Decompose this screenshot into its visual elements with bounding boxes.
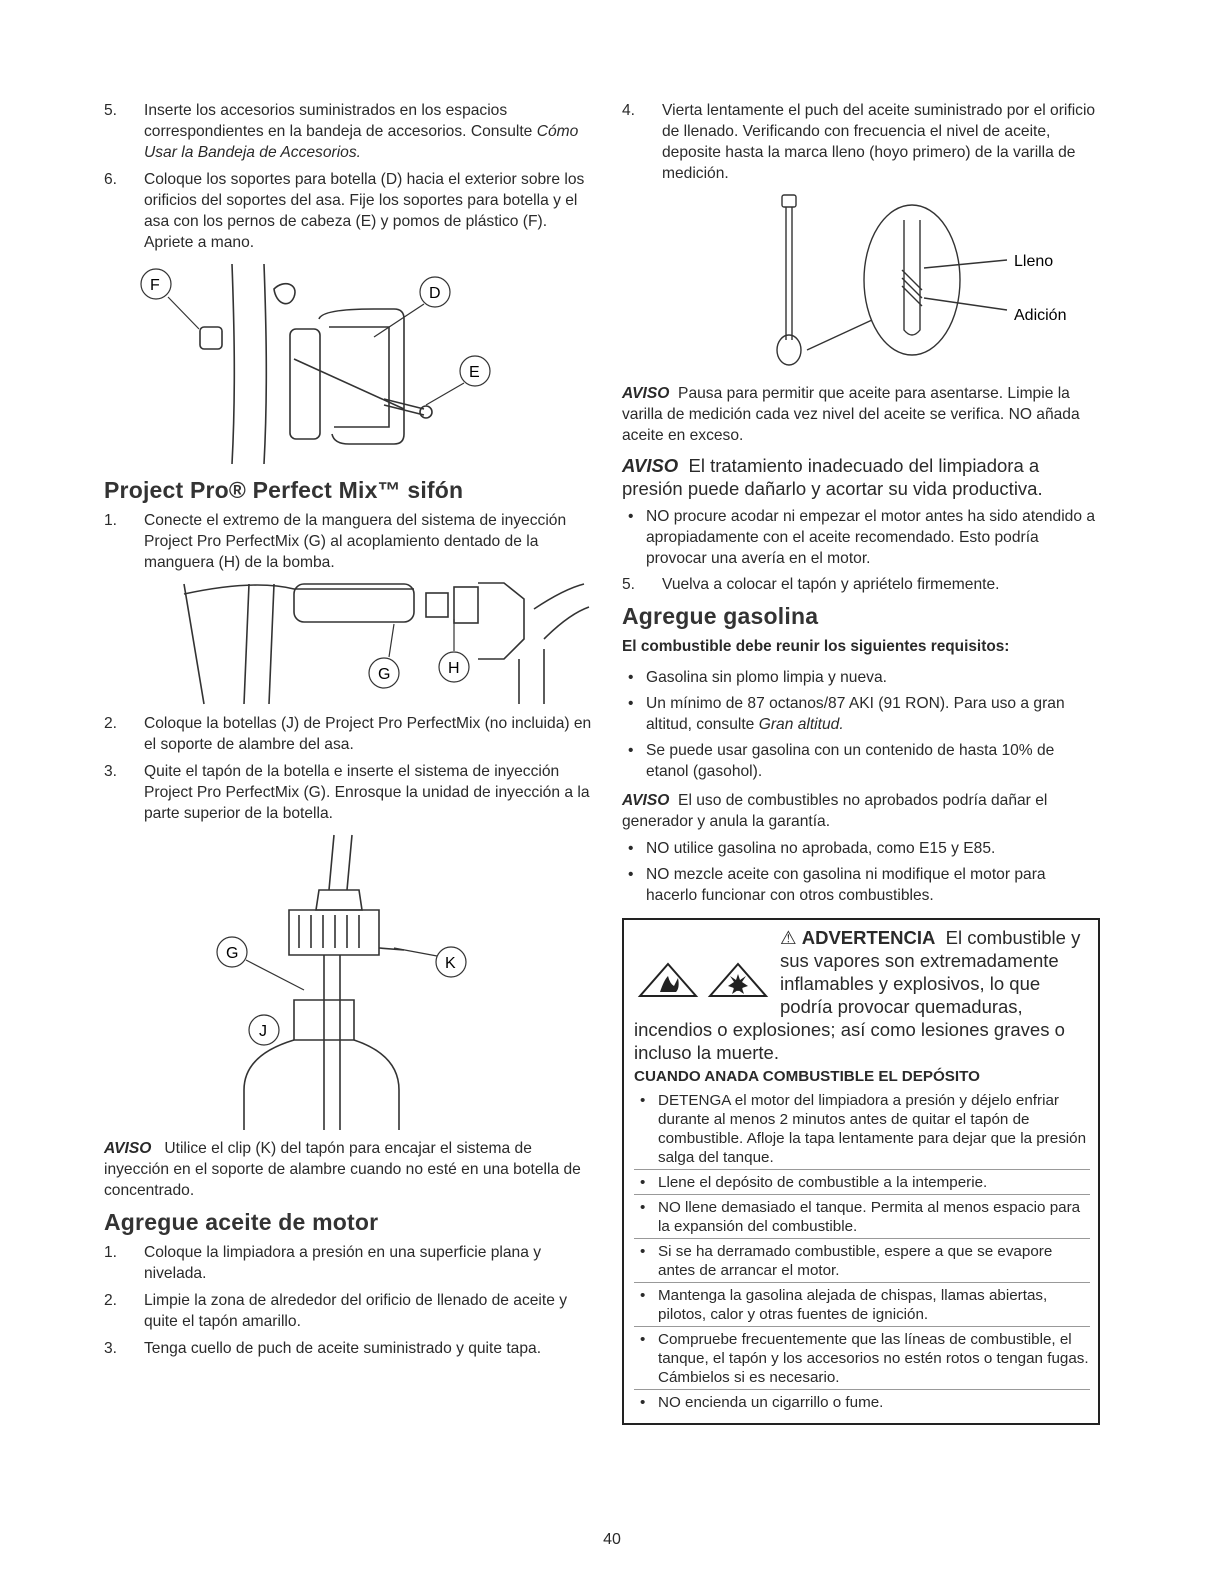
gas-bullets	[622, 667, 1100, 782]
fig3-label-j: J	[259, 1023, 267, 1040]
page-number: 40	[603, 1531, 621, 1548]
gas-title: Agregue gasolina	[622, 603, 819, 629]
right-column	[622, 100, 1100, 1425]
warning-bullet: • Mantenga la gasolina alejada de chispas, llamas abiertas, pilotos, calor y otras fuentes de ignición.	[634, 1286, 1090, 1327]
fire-explosion-warning-icons	[634, 928, 772, 1000]
fig1-label-f: F	[150, 277, 160, 294]
aviso-fuel-note: AVISO El uso de combustibles no aprobados podría dañar el generador y anula la garantía.	[622, 792, 1048, 830]
fig3-label-k: K	[445, 955, 456, 972]
gas-bullet: • Se puede usar gasolina con un contenido de hasta 10% de etanol (gasohol).	[622, 740, 1100, 782]
bottle-bracket-figure	[104, 259, 594, 469]
oil-step-4: 4. Vierta lentamente el puch del aceite suministrado por el orificio de llenado. Verificando con frecuencia el nivel de aceite, deposite hasta la marca lleno (hoyo primero) de la varilla de medición.	[622, 102, 1096, 182]
oil-step-3: 3. Tenga cuello de puch de aceite suministrado y quite tapa.	[104, 1340, 542, 1357]
fig2-label-g: G	[378, 666, 391, 683]
warning-subhead: CUANDO ANADA COMBUSTIBLE EL DEPÓSITO	[634, 1068, 980, 1085]
siphon-step-1: 1. Conecte el extremo de la manguera del sistema de inyección Project Pro PerfectMix (G) al acoplamiento dentado de la manguera (H) de la bomba.	[104, 512, 567, 571]
warning-label: ADVERTENCIA	[801, 927, 936, 948]
aviso-improper-care: AVISO El tratamiento inadecuado del limpiadora a presión puede dañarlo y acortar su vida productiva.	[622, 455, 1043, 499]
siphon-step-3: 3. Quite el tapón de la botella e inserte el sistema de inyección Project Pro PerfectMix (G). Enrosque la unidad de inyección a la parte superior de la botella.	[104, 763, 590, 822]
warning-bullets	[634, 1091, 1090, 1414]
fig3-label-g: G	[226, 945, 239, 962]
warning-bullet: • Llene el depósito de combustible a la intemperie.	[634, 1173, 1090, 1195]
fig2-label-h: H	[448, 660, 460, 677]
oil-step-1: 1. Coloque la limpiadora a presión en una superficie plana y nivelada.	[104, 1244, 542, 1282]
aviso4-bullet: • NO utilice gasolina no aprobada, como E15 y E85.	[622, 838, 1100, 859]
aviso3-bullet: • NO procure acodar ni empezar el motor antes ha sido atendido a apropiadamente con el aceite recomendado. Esto podría provocar una avería en el motor.	[622, 506, 1100, 569]
dipstick-label-add: Adición	[1014, 307, 1067, 324]
oil-step-5-list	[622, 574, 1100, 595]
warning-bullet: • NO llene demasiado el tanque. Permita al menos espacio para la expansión del combustible.	[634, 1198, 1090, 1239]
warning-header	[634, 926, 1090, 1064]
left-column	[104, 100, 594, 1365]
dipstick-figure	[622, 190, 1100, 375]
aviso-clip-note: AVISO Utilice el clip (K) del tapón para encajar el sistema de inyección en el soporte de alambre cuando no esté en una botella de concentrado.	[104, 1140, 581, 1199]
oil-title: Agregue aceite de motor	[104, 1209, 379, 1235]
warning-bullet: • Si se ha derramado combustible, espere a que se evapore antes de arrancar el motor.	[634, 1242, 1090, 1283]
siphon-steps	[104, 510, 594, 573]
gas-bullet: • Un mínimo de 87 octanos/87 AKI (91 RON). Para uso a gran altitud, consulte Gran altitud.	[622, 693, 1100, 735]
fuel-warning-box	[622, 918, 1100, 1425]
oil-step-2: 2. Limpie la zona de alrededor del orificio de llenado de aceite y quite el tapón amarillo.	[104, 1292, 568, 1330]
aviso3-bullets	[622, 506, 1100, 569]
warning-text: El combustible y sus vapores son extremadamente inflamables y explosivos, lo que podría provocar quemaduras, incendios o explosiones; así como lesiones graves o incluso la muerte.	[634, 927, 1081, 1063]
warning-bullet: • NO encienda un cigarrillo o fume.	[634, 1393, 1090, 1414]
aviso4-bullets	[622, 838, 1100, 906]
oil-step-5: 5. Vuelva a colocar el tapón y apriételo firmemente.	[622, 576, 1000, 593]
oil-steps	[104, 1242, 594, 1359]
fig1-label-d: D	[429, 285, 441, 302]
dipstick-label-full: Lleno	[1014, 253, 1054, 270]
fig1-label-e: E	[469, 364, 480, 381]
gas-bullet: • Gasolina sin plomo limpia y nueva.	[622, 667, 1100, 688]
hose-connection-figure	[104, 579, 594, 709]
warning-bullet: • Compruebe frecuentemente que las líneas de combustible, el tanque, el tapón y los accesorios no estén rotos o tengan fugas. Cámbielos si es necesario.	[634, 1330, 1090, 1390]
aviso-oil-settle: AVISO Pausa para permitir que aceite para asentarse. Limpie la varilla de medición cada vez nivel del aceite se verifica. NO añada aceite en exceso.	[622, 385, 1080, 444]
oil-step-4-list	[622, 100, 1100, 184]
aviso4-bullet: • NO mezcle aceite con gasolina ni modifique el motor para hacerlo funcionar con otros combustibles.	[622, 864, 1100, 906]
warning-bullet: • DETENGA el motor del limpiadora a presión y déjelo enfriar durante al menos 2 minutos antes de quitar el tapón de combustible. Afloje la tapa lentamente para dejar que la presión salga del tanque.	[634, 1091, 1090, 1170]
warning-symbol: ⚠	[780, 927, 797, 948]
siphon-steps-2	[104, 713, 594, 824]
gas-requirements-heading: El combustible debe reunir los siguientes requisitos:	[622, 638, 1010, 655]
steps-top	[104, 100, 594, 253]
injection-bottle-figure	[104, 830, 594, 1130]
step-5: 5. Inserte los accesorios suministrados en los espacios correspondientes en la bandeja de accesorios. Consulte Cómo Usar la Bandeja de Accesorios.	[104, 102, 579, 161]
siphon-step-2: 2. Coloque la botellas (J) de Project Pro PerfectMix (no incluida) en el soporte de alambre del asa.	[104, 715, 592, 753]
siphon-title: Project Pro® Perfect Mix™ sifón	[104, 477, 464, 503]
step-6: 6. Coloque los soportes para botella (D) hacia el exterior sobre los orificios del soportes del asa. Fije los soportes para botella y el asa con los pernos de cabeza (E) y pomos de plástico (F). Apriete a mano.	[104, 171, 585, 251]
